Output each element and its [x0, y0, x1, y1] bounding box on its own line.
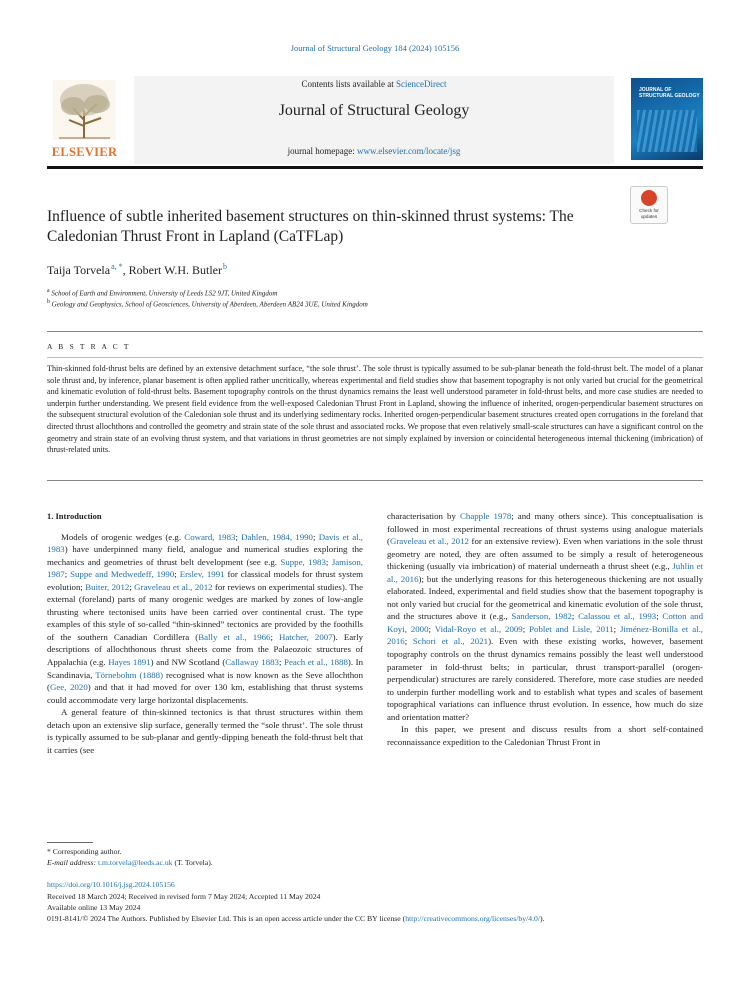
elsevier-wordmark: ELSEVIER [51, 145, 118, 159]
available-online: Available online 13 May 2024 [47, 903, 141, 912]
citation-link[interactable]: Gee, 2020 [49, 682, 88, 693]
citation-link[interactable]: Buiter, 2012 [85, 581, 130, 592]
email-link[interactable]: t.m.torvela@leeds.ac.uk [97, 858, 173, 867]
citation-link[interactable]: Suppe, 1983 [280, 556, 326, 567]
text-run: ). Early descriptions of allochthonous thrust sheets come from the Palaeozoic structures of Appalachia (e.g. [47, 631, 363, 668]
citation-link[interactable]: Hayes 1891 [108, 657, 151, 668]
text-run: for reviews on experimental studies). The external (foreland) parts of many orogenic wedges are marked by zones of low-angle thrusting where tectonised units have been carried over continental crust. The type examples of this style of so-called “thin-skinned” tectonics are provided by the foothills of the southern Canadian Cordillera ( [47, 581, 364, 642]
paragraph [47, 531, 363, 707]
citation-link[interactable]: Davis et al., 1983 [47, 531, 363, 555]
check-updates-label: Check for updates [639, 208, 659, 219]
citation-link[interactable]: Calassou et al., 1993 [578, 611, 657, 622]
text-run: ). In Scandinavia, [47, 657, 364, 680]
citation-link[interactable]: Suppe and Medwedeff, 1990 [70, 569, 175, 580]
citation-link[interactable]: Vidal-Royo et al., 2009 [434, 623, 523, 634]
text-run: ; [404, 636, 413, 647]
homepage-link[interactable]: www.elsevier.com/locate/jsg [357, 146, 461, 156]
paragraph [387, 510, 703, 723]
affiliation-b: $^b$ Geology and Geophysics, School of Geosciences, University of Aberdeen, Aberdeen AB24 3UE, United Kingdom [47, 299, 368, 309]
author-affiliation-mark[interactable]: a, * [111, 262, 123, 271]
affiliation-a: $^a$ School of Earth and Environment, University of Leeds LS2 9JT, United Kingdom [47, 288, 278, 298]
abstract-heading-rule [47, 357, 703, 358]
check-for-updates-badge[interactable] [630, 186, 668, 224]
citation-link[interactable]: Jiménez-Bonilla et al., 2016 [387, 623, 704, 647]
received-dates: Received 18 March 2024; Received in revised form 7 May 2024; Accepted 11 May 2024 [47, 892, 321, 901]
text-run: ; [235, 531, 242, 542]
email-note: E-mail address: t.m.torvela@leeds.ac.uk (T. Torvela). [47, 858, 213, 867]
text-run: ; [278, 657, 285, 668]
text-run: ; [656, 611, 663, 622]
sciencedirect-link[interactable]: ScienceDirect [396, 79, 447, 89]
body-column-left [47, 510, 363, 756]
citation-link[interactable]: Törnebohm (1888) [95, 669, 164, 680]
text-run: ) have underpinned many field, analogue and numerical studies exploring the mechanics and geometries of thrust belt development (see e.g. [47, 544, 363, 567]
citation-link[interactable]: Erslev, 1991 [179, 569, 225, 580]
journal-name[interactable]: Journal of Structural Geology [278, 102, 470, 119]
text-run: ; [428, 623, 435, 634]
text-run: ; [312, 531, 319, 542]
text-run: ; and many others since). This conceptualisation is followed in most experimental recreations of thrust systems using analogue materials ( [387, 511, 704, 547]
article-title: Influence of subtle inherited basement structures on thin-skinned thrust systems: The Caledonian Thrust Front in Lapland (CaTFLap) [47, 208, 574, 245]
citation-link[interactable]: Schori et al., 2021 [412, 636, 489, 647]
text-run: ); but the underlying reasons for this heterogeneous thickening are not usually elaborated. Indeed, experimental and field studies show that the basement topography is not only varied but crucial for the geometrical and kinematic evolution of the sole thrust, and the structures above it (e.g., [387, 573, 703, 622]
text-run: ) and NW Scotland ( [150, 657, 226, 668]
check-updates-icon [641, 190, 657, 206]
journal-cover-thumbnail[interactable] [631, 78, 703, 160]
citation-link[interactable]: Juhlin et al., 2016 [387, 561, 704, 584]
text-run: ; [64, 569, 71, 580]
abstract-heading: A B S T R A C T [47, 342, 131, 351]
citation-link[interactable]: Poblet and Lisle, 2011 [529, 623, 614, 634]
doi-link[interactable]: https://doi.org/10.1016/j.jsg.2024.105156 [47, 880, 175, 889]
paragraph [387, 723, 703, 748]
citation-link[interactable]: Graveleau et al., 2012 [389, 536, 469, 547]
author-list: Taija Torvela $^{a, *}$, Robert W.H. Butler $^b$ [47, 262, 227, 277]
text-run: Models of orogenic wedges (e.g. [61, 531, 185, 542]
journal-reference[interactable]: Journal of Structural Geology 184 (2024) 105156 [290, 43, 460, 53]
license-link[interactable]: http://creativecommons.org/licenses/by/4.0/ [405, 914, 540, 923]
journal-homepage: journal homepage: www.elsevier.com/locate/jsg [287, 146, 461, 156]
citation-link[interactable]: Bally et al., 1966 [198, 631, 271, 642]
text-run: In this paper, we present and discuss results from a short self-contained reconnaissance expedition to the Caledonian Thrust Front in [387, 724, 703, 747]
paragraph [47, 706, 363, 756]
section-heading: 1. Introduction [47, 511, 102, 521]
text-run: ; [522, 623, 530, 634]
header-divider [47, 166, 703, 169]
elsevier-tree-icon [53, 80, 116, 140]
citation-link[interactable]: Cotton and Koyi, 2000 [387, 611, 704, 634]
citation-link[interactable]: Jamison, 1987 [47, 556, 364, 580]
text-run: ; [174, 569, 180, 580]
contents-line: Contents lists available at ScienceDirect [301, 79, 447, 89]
text-run: ; [325, 556, 332, 567]
license-line: 0191-8141/© 2024 The Authors. Published by Elsevier Ltd. This is an open access article under the CC BY license (http://creativecommons.org/licenses/by/4.0/). [47, 914, 545, 923]
text-run: ; [129, 581, 135, 592]
author-name[interactable]: Taija Torvela [47, 263, 111, 277]
masthead [47, 68, 703, 164]
author-affiliation-mark[interactable]: b [223, 262, 227, 271]
citation-link[interactable]: Coward, 1983 [184, 531, 236, 542]
citation-link[interactable]: Chapple 1978 [460, 511, 512, 521]
citation-link[interactable]: Callaway 1883 [225, 657, 279, 668]
text-run: ) and that it had moved for over 130 km, establishing that thrust systems could accommodate very large horizontal displacements. [47, 682, 363, 705]
text-run: ). Even with these existing works, however, basement topography controls on the thrust dynamics remains possibly the least well understood parameter in fold-thrust belts; in particular, thrust transport-parallel (orogen-perpendicular) structures are rarely considered. Therefore, more case studies are needed to underpin further modelling work and to establish what types and scales of basement topographical variations can influence thrust evolution. In essence, how much do size and orientation matter? [387, 636, 703, 722]
cover-title: JOURNAL OF STRUCTURAL GEOLOGY [639, 87, 700, 99]
text-run: ; [270, 631, 279, 642]
citation-link[interactable]: Peach et al., 1888 [284, 657, 348, 668]
abstract-top-rule [47, 331, 703, 332]
text-run: recognised what is now known as the Seve allochthon ( [47, 669, 363, 693]
citation-link[interactable]: Hatcher, 2007 [279, 631, 333, 642]
author-name[interactable]: Robert W.H. Butler [128, 263, 222, 277]
text-run: characterisation by [387, 511, 460, 521]
text-run: for classical models for thrust system evolution; [47, 569, 364, 592]
text-run: ; [613, 623, 620, 634]
citation-link[interactable]: Dahlen, 1984, 1990 [241, 531, 313, 542]
text-run: ; [571, 611, 579, 622]
abstract-bottom-rule [47, 480, 703, 481]
cover-art [637, 110, 697, 152]
elsevier-logo[interactable] [47, 76, 122, 162]
corresponding-author-note: * Corresponding author. [47, 847, 122, 856]
citation-link[interactable]: Sanderson, 1982 [511, 611, 572, 622]
footnote-rule [47, 842, 93, 843]
citation-link[interactable]: Graveleau et al., 2012 [134, 581, 213, 592]
abstract-text: Thin-skinned fold-thrust belts are defined by an extensive detachment surface, “the sole thrust’. The sole thrust is typically assumed to be sub-planar beneath the fold-thrust belt. The model of a planar sole thrust and, by inference, planar basement is often applied rather uncritically, whereas experimental and field studies show that basement topography is not only varied but crucial for the geometrical and kinematic evolution of fold-thrust belts. Basement topography controls on the thrust dynamics remains the least well understood parameter in fold-thrust belts, and more case studies are needed to underpin further understanding. We present field evidence from the well-exposed Caledonian Thrust Front in Lapland, showing the influence of inherited, orogen-perpendicular basement structures on the subsequent structural evolution of the Caledonian sole thrust and its underlying sedimentary rocks. Inherited orogen-perpendicular basement structures created open corrugations in the foreland that directed thrust allochthons and controlled the geometry and strain state of the sole thrust and associated rocks. We propose that even relatively small-scale structures can have a significant control on the geometry and strain state of an evolving thrust system, and that variations in thrust geometries are not simply explained by inversion or coincidental heterogeneous internal thickening (imbrication) of thrust-related units. [47, 364, 703, 455]
journal-banner [134, 76, 614, 164]
text-run: for an extensive review). Even when variations in the sole thrust geometry are noted, they are often assumed to be simply a result of heterogeneous thickening (usually via imbrication) of material underneath a thrust sheet (e.g., [387, 536, 703, 572]
text-run: A general feature of thin-skinned tectonics is that thrust structures within them detach upon an extensive slip surface, generally termed the “sole thrust’. The sole thrust is typically assumed to be sub-planar and gently-dipping beneath the fold-thrust belt that it carries (see [47, 707, 363, 755]
body-column-right [387, 510, 703, 748]
